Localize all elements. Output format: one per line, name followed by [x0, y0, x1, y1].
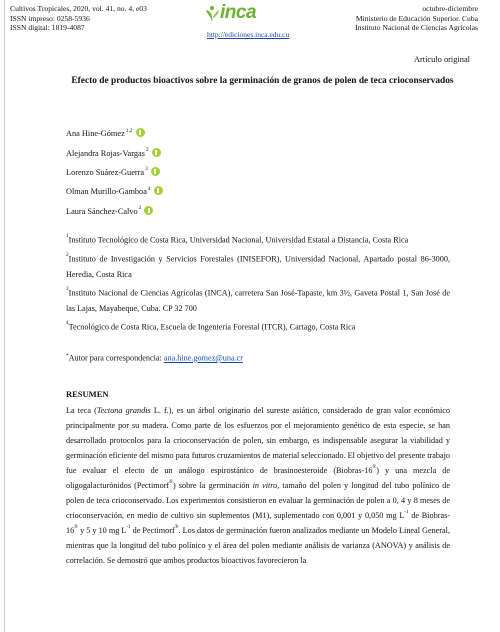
species-name: Tectona grandis	[96, 406, 151, 415]
corresp-marker: *	[66, 353, 69, 359]
issue-period: octubre-diciembre	[422, 4, 478, 13]
author-list	[66, 124, 163, 221]
page-border	[4, 0, 5, 632]
author-name: Ana Hine-Gómez	[66, 129, 125, 139]
ministry-name: Ministerio de Educación Superior. Cuba	[355, 13, 478, 23]
orcid-icon[interactable]	[144, 206, 153, 215]
registered-mark: ®	[174, 524, 179, 530]
abstract-segment: de Pectimorf	[130, 525, 175, 535]
orcid-icon[interactable]	[136, 128, 145, 137]
abstract-segment: La teca (	[66, 406, 97, 415]
author-affil-ref: 3	[145, 166, 148, 173]
author-item	[66, 202, 163, 221]
publisher-info	[355, 4, 478, 33]
affiliation-item	[66, 318, 450, 335]
author-item	[66, 143, 163, 162]
affil-text: Instituto de Investigación y Servicios Forestales (INISEFOR), Universidad Nacional, Apartado postal 86-3000, Heredia, Costa Rica	[66, 254, 450, 279]
affil-number: 1	[66, 233, 69, 239]
journal-info	[10, 4, 147, 33]
orcid-icon[interactable]	[151, 167, 160, 176]
corresp-label: Autor para correspondencia:	[68, 353, 164, 363]
journal-line: Cultivos Tropicales, 2020, vol. 41, no. 4, e03	[10, 4, 147, 13]
correspondence-line	[66, 353, 243, 363]
abstract-segment: de Biobras-16	[66, 510, 450, 535]
orcid-icon[interactable]	[152, 148, 161, 157]
journal-url-link[interactable]: http://ediciones.inca.edu.cu	[207, 30, 290, 39]
affil-number: 2	[66, 251, 69, 258]
abstract-segment: L. f.), es un árbol originario del sureste asiático, considerado de gran valor económico principalmente por su madera. Como parte de los esfuerzos por el mejoramiento genético de esta especie, se han desarrollado protocolos para la crioconservación de polen, sin embargo, es indispensable asegurar la viabilidad y germinación eficiente del mismo para futuros cruzamientos de material seleccionado. El objetivo del presente trabajo fue evaluar el efecto de un análogo espirostánico de brasinoesteroide (Biobras-16	[66, 406, 450, 475]
abstract-segment: ) sobre la germinación	[172, 480, 253, 490]
abstract-segment: y 5 y 10 mg L	[78, 525, 127, 535]
author-name: Lorenzo Suárez-Guerra	[66, 167, 145, 177]
affil-number: 4	[66, 320, 69, 327]
author-item	[66, 182, 163, 201]
abstract-heading: RESUMEN	[66, 389, 109, 399]
corresp-email-link[interactable]: ana.hine.gomez@una.cr	[163, 353, 244, 363]
inca-logo	[204, 3, 284, 27]
abstract-segment: , tamaño del polen y longitud del tubo polínico de polen de teca crioconservado. Los experimentos consistieron en evaluar la germinación de polen a 0, 4 y 8 meses de crioconservación, en medio de cultivo sin suplementos (M1), suplementado con 0,001 y 0,050 mg L	[66, 480, 450, 520]
author-name: Alejandra Rojas-Vargas	[66, 148, 145, 158]
affiliation-item	[66, 231, 450, 248]
affil-text: Instituto Nacional de Ciencias Agrícolas (INCA), carretera San José-Tapaste, km 3½, Gaveta Postal 1, San José de las Lajas, Mayabeque, Cuba. CP 32 700	[66, 288, 450, 314]
abstract-segment: ) y una mezcla de oligogalacturónidos (Pectimorf	[66, 465, 450, 490]
affil-number: 3	[66, 286, 69, 293]
registered-mark: ®	[169, 480, 173, 486]
author-affil-ref: 2	[138, 205, 142, 212]
article-title: Efecto de productos bioactivos sobre la germinación de granos de polen de teca crioconservados	[71, 76, 454, 86]
author-affil-ref: 4	[147, 185, 151, 192]
in-vitro-term: in vitro	[252, 480, 278, 490]
author-item	[66, 124, 163, 143]
author-name: Olman Murillo-Gamboa	[66, 187, 147, 197]
institute-name: Instituto Nacional de Ciencias Agrícolas	[355, 23, 478, 33]
abstract-segment: . Los datos de germinación fueron analizados mediante un Modelo Lineal General, mientras que la longitud del tubo polínico y el área del polen mediante análisis de varianza (ANOVA) y análisis de correlación. Se demostró que ambos productos bioactivos favorecieron la	[66, 525, 450, 565]
author-name: Laura Sánchez-Calvo	[66, 206, 138, 216]
issn-digital: ISSN digital: 1819-4087	[10, 23, 85, 33]
logo-wordmark: inca	[220, 2, 257, 23]
affil-text: Tecnológico de Costa Rica, Escuela de Ingeniería Forestal (ITCR), Cartago, Costa Rica	[68, 322, 356, 332]
unit-exponent: -1	[126, 524, 131, 530]
author-affil-ref: 2	[145, 147, 149, 154]
abstract-text	[66, 404, 450, 568]
unit-exponent: -1	[404, 509, 409, 515]
issn-print: ISSN impreso: 0258-5936	[10, 13, 90, 23]
registered-mark: ®	[372, 465, 377, 471]
leaf-logo-icon	[204, 5, 220, 23]
affil-text: Instituto Tecnológico de Costa Rica, Universidad Nacional, Universidad Estatal a Distancia, Costa Rica	[68, 235, 409, 245]
article-type: Artículo original	[413, 55, 470, 64]
registered-mark: ®	[74, 524, 78, 530]
orcid-icon[interactable]	[154, 186, 163, 195]
author-item	[66, 163, 163, 182]
author-affil-ref: 1,2	[125, 127, 133, 134]
affiliation-list	[66, 231, 450, 337]
affiliation-item	[66, 284, 450, 316]
affiliation-item	[66, 250, 450, 282]
